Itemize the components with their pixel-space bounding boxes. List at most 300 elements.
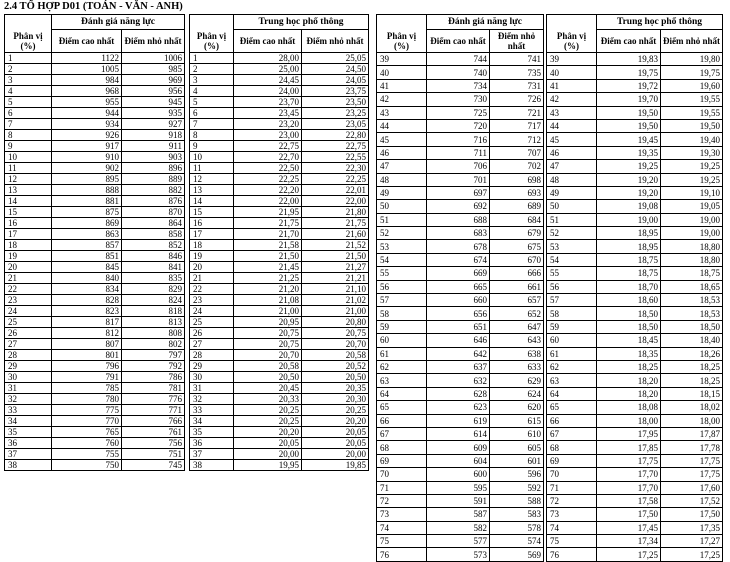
- cell-rank: 75: [547, 535, 597, 548]
- table-row: [547, 535, 723, 548]
- cell-rank: 19: [190, 251, 234, 262]
- col-header-rank: Phân vị (%): [190, 30, 234, 53]
- cell-high: 1005: [52, 64, 122, 75]
- cell-high: 21,70: [234, 229, 302, 240]
- cell-low: 21,00: [302, 306, 369, 317]
- cell-rank: 38: [5, 460, 52, 471]
- cell-rank: 45: [377, 133, 427, 146]
- cell-low: 766: [122, 416, 185, 427]
- cell-rank: 44: [547, 119, 597, 132]
- table-row: [190, 438, 369, 449]
- cell-low: 829: [122, 284, 185, 295]
- table-row: [190, 152, 369, 163]
- table-row: [377, 186, 544, 199]
- cell-high: 697: [427, 186, 490, 199]
- cell-low: 835: [122, 273, 185, 284]
- cell-low: 657: [490, 294, 544, 307]
- cell-high: 21,58: [234, 240, 302, 251]
- cell-low: 17,75: [661, 454, 723, 467]
- table-row: [377, 347, 544, 360]
- cell-rank: 1: [5, 53, 52, 64]
- cell-low: 20,70: [302, 339, 369, 350]
- cell-rank: 60: [547, 334, 597, 347]
- cell-low: 841: [122, 262, 185, 273]
- cell-high: 623: [427, 401, 490, 414]
- cell-low: 22,25: [302, 174, 369, 185]
- table-row: [5, 152, 185, 163]
- table-row: [190, 416, 369, 427]
- cell-low: 20,30: [302, 394, 369, 405]
- cell-rank: 41: [377, 79, 427, 92]
- table-row: [547, 454, 723, 467]
- cell-low: 726: [490, 93, 544, 106]
- cell-rank: 64: [377, 387, 427, 400]
- cell-rank: 3: [5, 75, 52, 86]
- cell-high: 18,20: [597, 374, 661, 387]
- cell-high: 22,00: [234, 196, 302, 207]
- cell-high: 674: [427, 253, 490, 266]
- table-row: [547, 213, 723, 226]
- cell-low: 22,80: [302, 130, 369, 141]
- cell-high: 25,00: [234, 64, 302, 75]
- cell-high: 18,50: [597, 307, 661, 320]
- cell-high: 19,72: [597, 79, 661, 92]
- table-row: [547, 280, 723, 293]
- cell-high: 17,70: [597, 481, 661, 494]
- cell-high: 720: [427, 119, 490, 132]
- cell-low: 797: [122, 350, 185, 361]
- cell-low: 22,01: [302, 185, 369, 196]
- table-row: [190, 405, 369, 416]
- table-row: [190, 460, 369, 471]
- col-header-rank: Phân vị (%): [5, 30, 52, 53]
- cell-low: 876: [122, 196, 185, 207]
- table-row: [547, 93, 723, 106]
- cell-rank: 29: [190, 361, 234, 372]
- cell-low: 679: [490, 227, 544, 240]
- cell-high: 725: [427, 106, 490, 119]
- col-header-rank: Phân vị (%): [547, 30, 597, 53]
- cell-low: 882: [122, 185, 185, 196]
- cell-low: 813: [122, 317, 185, 328]
- score-table-thpt-1: [189, 14, 369, 471]
- cell-high: 619: [427, 414, 490, 427]
- cell-rank: 21: [5, 273, 52, 284]
- cell-low: 675: [490, 240, 544, 253]
- cell-low: 17,78: [661, 441, 723, 454]
- table-row: [377, 307, 544, 320]
- table-row: [547, 320, 723, 333]
- cell-low: 17,52: [661, 494, 723, 507]
- table-row: [5, 317, 185, 328]
- cell-low: 19,10: [661, 186, 723, 199]
- table-row: [377, 468, 544, 481]
- cell-rank: 7: [190, 119, 234, 130]
- cell-rank: 46: [377, 146, 427, 159]
- cell-rank: 4: [190, 86, 234, 97]
- cell-rank: 45: [547, 133, 597, 146]
- cell-rank: 48: [377, 173, 427, 186]
- cell-low: 638: [490, 347, 544, 360]
- cell-high: 869: [52, 218, 122, 229]
- cell-rank: 12: [190, 174, 234, 185]
- cell-rank: 35: [190, 427, 234, 438]
- cell-high: 796: [52, 361, 122, 372]
- cell-rank: 18: [5, 240, 52, 251]
- cell-rank: 7: [5, 119, 52, 130]
- cell-high: 656: [427, 307, 490, 320]
- cell-high: 19,95: [234, 460, 302, 471]
- cell-rank: 33: [190, 405, 234, 416]
- cell-rank: 67: [377, 427, 427, 440]
- cell-rank: 40: [547, 66, 597, 79]
- cell-low: 776: [122, 394, 185, 405]
- table-row: [5, 460, 185, 471]
- table-row: [5, 97, 185, 108]
- cell-low: 624: [490, 387, 544, 400]
- cell-high: 18,45: [597, 334, 661, 347]
- table-row: [547, 481, 723, 494]
- cell-low: 23,75: [302, 86, 369, 97]
- cell-high: 20,25: [234, 416, 302, 427]
- cell-high: 817: [52, 317, 122, 328]
- table-row: [377, 320, 544, 333]
- cell-high: 573: [427, 548, 490, 561]
- col-header-rank: Phân vị (%): [377, 30, 427, 53]
- cell-rank: 51: [547, 213, 597, 226]
- cell-high: 24,45: [234, 75, 302, 86]
- cell-high: 23,00: [234, 130, 302, 141]
- cell-low: 647: [490, 320, 544, 333]
- cell-high: 917: [52, 141, 122, 152]
- cell-rank: 23: [5, 295, 52, 306]
- cell-low: 889: [122, 174, 185, 185]
- table-row: [547, 119, 723, 132]
- cell-low: 808: [122, 328, 185, 339]
- table-row: [5, 295, 185, 306]
- table-row: [190, 108, 369, 119]
- cell-rank: 63: [547, 374, 597, 387]
- cell-rank: 5: [5, 97, 52, 108]
- cell-high: 22,75: [234, 141, 302, 152]
- cell-low: 20,20: [302, 416, 369, 427]
- cell-rank: 40: [377, 66, 427, 79]
- table-row: [5, 449, 185, 460]
- cell-high: 24,00: [234, 86, 302, 97]
- table-row: [5, 416, 185, 427]
- cell-high: 22,20: [234, 185, 302, 196]
- cell-rank: 22: [190, 284, 234, 295]
- table-row: [190, 196, 369, 207]
- cell-low: 18,80: [661, 240, 723, 253]
- cell-high: 750: [52, 460, 122, 471]
- cell-rank: 54: [377, 253, 427, 266]
- cell-high: 785: [52, 383, 122, 394]
- cell-high: 968: [52, 86, 122, 97]
- cell-high: 21,08: [234, 295, 302, 306]
- cell-low: 21,50: [302, 251, 369, 262]
- cell-rank: 39: [547, 53, 597, 66]
- table-row: [377, 441, 544, 454]
- cell-rank: 55: [547, 267, 597, 280]
- cell-low: 20,05: [302, 438, 369, 449]
- cell-high: 701: [427, 173, 490, 186]
- table-row: [190, 317, 369, 328]
- table-row: [5, 207, 185, 218]
- cell-low: 19,05: [661, 200, 723, 213]
- cell-rank: 67: [547, 427, 597, 440]
- table-row: [5, 394, 185, 405]
- cell-high: 632: [427, 374, 490, 387]
- cell-low: 19,30: [661, 146, 723, 159]
- cell-high: 18,75: [597, 267, 661, 280]
- table-row: [5, 273, 185, 284]
- cell-high: 587: [427, 508, 490, 521]
- cell-high: 17,50: [597, 508, 661, 521]
- cell-rank: 14: [5, 196, 52, 207]
- cell-high: 926: [52, 130, 122, 141]
- table-row: [377, 427, 544, 440]
- cell-low: 19,00: [661, 213, 723, 226]
- cell-rank: 2: [190, 64, 234, 75]
- cell-high: 780: [52, 394, 122, 405]
- cell-rank: 57: [377, 294, 427, 307]
- cell-rank: 48: [547, 173, 597, 186]
- cell-rank: 17: [5, 229, 52, 240]
- table-row: [5, 372, 185, 383]
- cell-rank: 53: [377, 240, 427, 253]
- cell-rank: 59: [377, 320, 427, 333]
- cell-high: 19,00: [597, 213, 661, 226]
- cell-rank: 16: [190, 218, 234, 229]
- table-row: [190, 372, 369, 383]
- cell-rank: 14: [190, 196, 234, 207]
- cell-rank: 12: [5, 174, 52, 185]
- table-row: [190, 75, 369, 86]
- cell-high: 863: [52, 229, 122, 240]
- cell-low: 629: [490, 374, 544, 387]
- cell-rank: 17: [190, 229, 234, 240]
- cell-low: 717: [490, 119, 544, 132]
- cell-rank: 31: [190, 383, 234, 394]
- table-row: [377, 253, 544, 266]
- cell-low: 24,50: [302, 64, 369, 75]
- cell-high: 755: [52, 449, 122, 460]
- cell-low: 20,75: [302, 328, 369, 339]
- cell-low: 20,35: [302, 383, 369, 394]
- cell-high: 23,70: [234, 97, 302, 108]
- cell-high: 18,95: [597, 227, 661, 240]
- table-row: [547, 401, 723, 414]
- cell-high: 20,75: [234, 339, 302, 350]
- cell-low: 21,52: [302, 240, 369, 251]
- cell-high: 20,05: [234, 438, 302, 449]
- cell-high: 20,58: [234, 361, 302, 372]
- cell-rank: 68: [377, 441, 427, 454]
- cell-rank: 74: [547, 521, 597, 534]
- table-row: [190, 262, 369, 273]
- cell-high: 18,25: [597, 360, 661, 373]
- table-row: [190, 427, 369, 438]
- cell-rank: 42: [377, 93, 427, 106]
- table-row: [547, 66, 723, 79]
- cell-high: 770: [52, 416, 122, 427]
- cell-low: 583: [490, 508, 544, 521]
- cell-low: 20,52: [302, 361, 369, 372]
- score-table-dgnl-2: [376, 14, 544, 562]
- table-row: [190, 339, 369, 350]
- table-row: [547, 240, 723, 253]
- table-row: [190, 383, 369, 394]
- cell-rank: 60: [377, 334, 427, 347]
- cell-high: 17,45: [597, 521, 661, 534]
- table-row: [5, 328, 185, 339]
- cell-rank: 54: [547, 253, 597, 266]
- cell-rank: 50: [547, 200, 597, 213]
- cell-high: 19,50: [597, 106, 661, 119]
- cell-low: 702: [490, 160, 544, 173]
- cell-rank: 11: [5, 163, 52, 174]
- cell-high: 17,58: [597, 494, 661, 507]
- cell-rank: 38: [190, 460, 234, 471]
- cell-low: 21,75: [302, 218, 369, 229]
- table-row: [5, 240, 185, 251]
- table-row: [547, 200, 723, 213]
- table-row: [547, 294, 723, 307]
- cell-rank: 8: [5, 130, 52, 141]
- cell-high: 740: [427, 66, 490, 79]
- cell-high: 17,85: [597, 441, 661, 454]
- cell-low: 19,00: [661, 227, 723, 240]
- table-row: [377, 160, 544, 173]
- table-row: [547, 468, 723, 481]
- cell-rank: 43: [377, 106, 427, 119]
- cell-high: 984: [52, 75, 122, 86]
- cell-low: 605: [490, 441, 544, 454]
- score-table-dgnl-1: [4, 14, 185, 471]
- cell-high: 20,33: [234, 394, 302, 405]
- cell-low: 596: [490, 468, 544, 481]
- cell-high: 609: [427, 441, 490, 454]
- table-row: [190, 119, 369, 130]
- table-row: [190, 350, 369, 361]
- col-header-high: Điểm cao nhất: [597, 30, 661, 53]
- cell-rank: 47: [547, 160, 597, 173]
- cell-rank: 49: [377, 186, 427, 199]
- cell-low: 792: [122, 361, 185, 372]
- table-row: [377, 414, 544, 427]
- cell-high: 944: [52, 108, 122, 119]
- cell-rank: 15: [190, 207, 234, 218]
- cell-rank: 69: [377, 454, 427, 467]
- cell-rank: 6: [5, 108, 52, 119]
- cell-rank: 71: [377, 481, 427, 494]
- cell-rank: 1: [190, 53, 234, 64]
- cell-high: 20,75: [234, 328, 302, 339]
- cell-rank: 43: [547, 106, 597, 119]
- cell-rank: 47: [377, 160, 427, 173]
- table-row: [377, 280, 544, 293]
- table-row: [377, 267, 544, 280]
- cell-high: 20,20: [234, 427, 302, 438]
- cell-high: 801: [52, 350, 122, 361]
- cell-high: 665: [427, 280, 490, 293]
- cell-low: 22,55: [302, 152, 369, 163]
- cell-high: 21,75: [234, 218, 302, 229]
- cell-high: 651: [427, 320, 490, 333]
- group-title: Trung học phổ thông: [234, 15, 369, 30]
- cell-rank: 70: [547, 468, 597, 481]
- table-row: [190, 251, 369, 262]
- table-row: [377, 227, 544, 240]
- cell-high: 955: [52, 97, 122, 108]
- table-row: [5, 438, 185, 449]
- cell-low: 761: [122, 427, 185, 438]
- cell-low: 20,25: [302, 405, 369, 416]
- table-row: [190, 174, 369, 185]
- table-row: [547, 106, 723, 119]
- cell-low: 689: [490, 200, 544, 213]
- table-row: [377, 548, 544, 561]
- table-row: [377, 79, 544, 92]
- cell-high: 711: [427, 146, 490, 159]
- cell-high: 577: [427, 535, 490, 548]
- cell-high: 591: [427, 494, 490, 507]
- col-header-high: Điểm cao nhất: [52, 30, 122, 53]
- table-row: [190, 328, 369, 339]
- cell-low: 23,50: [302, 97, 369, 108]
- cell-rank: 41: [547, 79, 597, 92]
- cell-high: 18,50: [597, 320, 661, 333]
- cell-low: 846: [122, 251, 185, 262]
- cell-low: 574: [490, 535, 544, 548]
- table-row: [5, 251, 185, 262]
- cell-low: 985: [122, 64, 185, 75]
- cell-rank: 3: [190, 75, 234, 86]
- cell-rank: 70: [377, 468, 427, 481]
- cell-high: 23,45: [234, 108, 302, 119]
- cell-high: 21,25: [234, 273, 302, 284]
- table-row: [547, 267, 723, 280]
- cell-high: 828: [52, 295, 122, 306]
- table-row: [5, 229, 185, 240]
- table-row: [190, 229, 369, 240]
- table-row: [547, 173, 723, 186]
- table-row: [190, 130, 369, 141]
- cell-low: 21,27: [302, 262, 369, 273]
- cell-rank: 6: [190, 108, 234, 119]
- table-row: [547, 387, 723, 400]
- cell-low: 17,27: [661, 535, 723, 548]
- table-row: [5, 339, 185, 350]
- cell-rank: 61: [547, 347, 597, 360]
- cell-high: 28,00: [234, 53, 302, 64]
- cell-low: 731: [490, 79, 544, 92]
- cell-rank: 20: [5, 262, 52, 273]
- table-row: [190, 64, 369, 75]
- table-row: [377, 200, 544, 213]
- cell-low: 786: [122, 372, 185, 383]
- cell-high: 845: [52, 262, 122, 273]
- table-row: [5, 383, 185, 394]
- cell-rank: 46: [547, 146, 597, 159]
- cell-rank: 4: [5, 86, 52, 97]
- cell-high: 19,20: [597, 173, 661, 186]
- table-row: [547, 494, 723, 507]
- cell-high: 19,70: [597, 93, 661, 106]
- table-row: [5, 163, 185, 174]
- cell-low: 969: [122, 75, 185, 86]
